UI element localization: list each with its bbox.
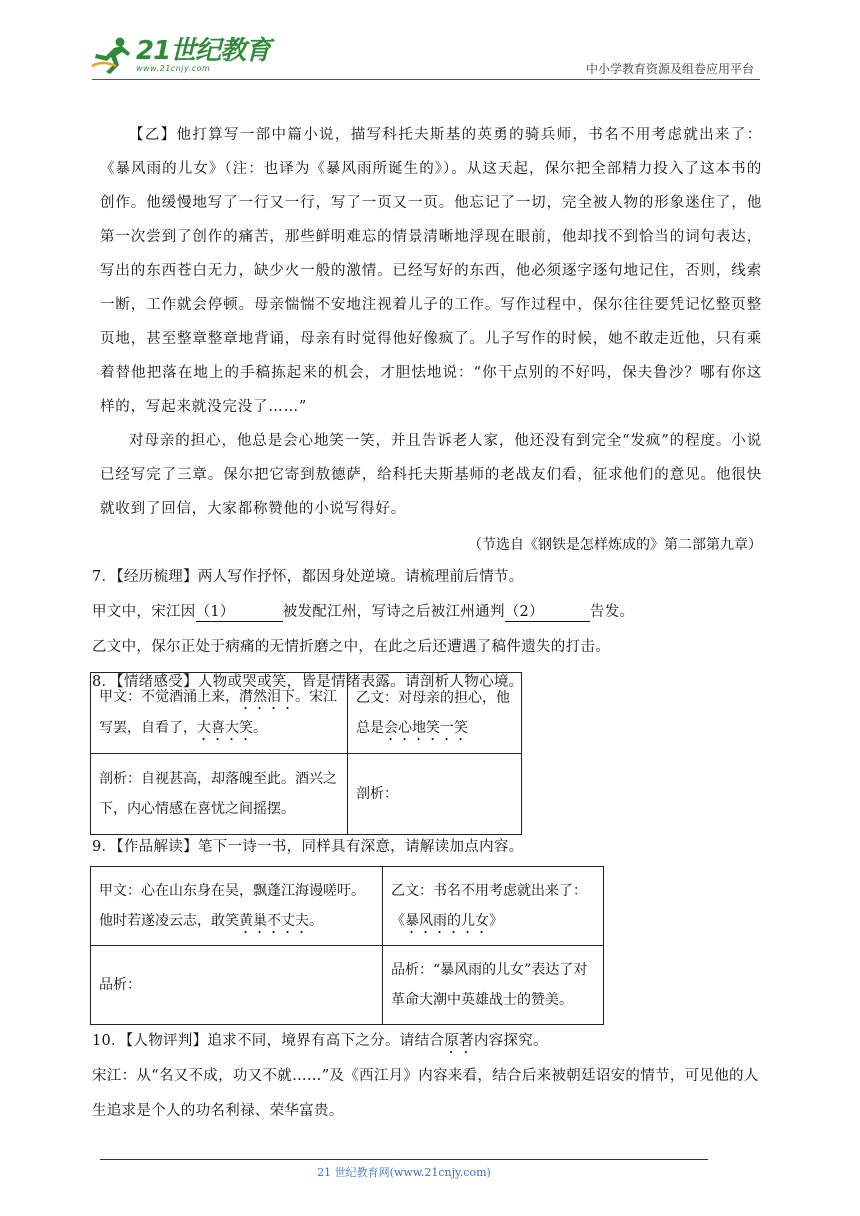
passage-paragraph-1: 【乙】他打算写一部中篇小说，描写科托夫斯基的英勇的骑兵师，书名不用考虑就出来了：《暴风雨的儿女》（注：也译为《暴风雨所诞生的》）。从这天起，保尔把全部精力投入了这本书的创作。他缓慢地写了一行又一行，写了一页又一页。他忘记了一切，完全被人物的形象迷住了，他第一次尝到了创作的痛苦，那些鲜明难忘的情景清晰地浮现在眼前，他却找不到恰当的词句表达，写出的东西苍白无力，缺少火一般的激情。已经写好的东西，他必须逐字逐句地记住，否则，线索一断，工作就会停顿。母亲惴惴不安地注视着儿子的工作。写作过程中，保尔往往要凭记忆整页整页地，甚至整章整章地背诵，母亲有时觉得他好像疯了。儿子写作的时候，她不敢走近他，只有乘着替他把落在地上的手稿拣起来的机会，才胆怯地说：“你干点别的不好吗，保夫鲁沙？哪有你这样的，写起来就没完没了……” (100, 127, 762, 415)
blank-1-label: （1） (195, 604, 235, 620)
q9-cell-jia-text: 甲文：心在山东身在吴，飘蓬江海谩嗟吁。他时若遂凌云志，敢笑 (99, 882, 365, 929)
q8-analysis-jia: 剖析：自视甚高，却落魄至此。酒兴之下，内心情感在喜忧之间摇摆。 (91, 754, 348, 835)
blank-2-label: （2） (504, 604, 544, 620)
passage-paragraph-2: 对母亲的担心，他总是会心地笑一笑，并且告诉老人家，他还没有到完全“发疯”的程度。小说已经写完了三章。保尔把它寄到敖德萨，给科托夫斯基师的老战友们看，征求他们的意见。他很快就收到了回信，大家都称赞他的小说写得好。 (100, 433, 762, 517)
footer-divider (100, 1159, 708, 1160)
q7-text-b: 被发配江州，写诗之后被江州通判 (282, 604, 505, 620)
question-7-line-1 (92, 595, 762, 630)
site-logo (92, 36, 270, 74)
answer-blank-2[interactable] (505, 603, 590, 622)
question-10-title (92, 1024, 762, 1059)
dotted-text: 原著 (444, 1033, 474, 1049)
q9-analysis-jia[interactable]: 品析： (91, 946, 383, 1025)
q8-cell-jia-text-c: 。 (253, 720, 267, 736)
question-8-title: 8．【情绪感受】人物或哭或笑，皆是情绪表露。请剖析人物心境。 (92, 674, 524, 690)
q9-cell-jia (91, 867, 383, 946)
q10-title-b: 内容探究。 (473, 1033, 548, 1049)
q9-analysis-yi: 品析：“暴风雨的儿女”表达了对革命大潮中英雄战士的赞美。 (383, 946, 604, 1025)
dotted-text: 大喜大笑 (197, 720, 253, 736)
logo-text: 21世纪教育 (136, 35, 271, 66)
q10-title-a: 10．【人物评判】追求不同，境界有高下之分。请结合 (92, 1033, 445, 1049)
q8-cell-jia (91, 673, 348, 754)
question-7-title: 7．【经历梳理】两人写作抒怀，都因身处逆境。请梳理前后情节。 (92, 569, 524, 585)
q8-cell-yi (348, 673, 522, 754)
q8-cell-jia-text-b: 。宋江写罢，自看了， (99, 689, 337, 736)
dotted-text: 潸然泪下 (239, 689, 295, 705)
dotted-text: 《暴风雨的儿女》 (391, 912, 503, 929)
q7-text-a: 甲文中，宋江因 (92, 604, 196, 620)
dotted-text: 黄巢不丈夫 (239, 912, 309, 929)
page-header (0, 0, 860, 80)
q8-analysis-yi[interactable]: 剖析： (348, 754, 522, 835)
logo-url: www.21cnjy.com (136, 63, 211, 73)
question-9-table (90, 866, 604, 1025)
q9-cell-yi (383, 867, 604, 946)
question-10-answer: 宋江：从“名又不成，功又不就……”及《西江月》内容来看，结合后来被朝廷诏安的情节，可见他的人生追求是个人的功名利禄、荣华富贵。 (92, 1068, 759, 1119)
q8-cell-jia-text-a: 甲文：不觉酒涌上来， (99, 689, 239, 705)
footer-link[interactable]: 21 世纪教育网(www.21cnjy.com) (317, 1166, 491, 1179)
header-divider (92, 79, 760, 80)
platform-label: 中小学教育资源及组卷应用平台 (585, 62, 754, 76)
q7-text-c: 告发。 (589, 604, 635, 620)
q8-cell-yi-text: 乙文：对母亲的担心，他总是 (356, 689, 510, 736)
document-body (92, 118, 762, 700)
q9-cell-yi-text: 乙文：书名不用考虑就出来了： (391, 882, 587, 899)
answer-blank-1[interactable] (196, 603, 283, 622)
passage-source: （节选自《钢铁是怎样炼成的》第二部第九章） (468, 537, 762, 553)
question-7-line-2: 乙文中，保尔正处于病痛的无情折磨之中，在此之后还遭遇了稿件遗失的打击。 (92, 639, 610, 655)
q9-cell-jia-end: 。 (309, 912, 323, 929)
runner-logo-icon (92, 36, 132, 74)
question-10 (92, 1024, 762, 1129)
dotted-text: 会心地笑一笑 (384, 719, 468, 736)
question-9-title: 9．【作品解读】笔下一诗一书，同样具有深意，请解读加点内容。 (92, 839, 524, 855)
question-8-table (90, 672, 522, 835)
